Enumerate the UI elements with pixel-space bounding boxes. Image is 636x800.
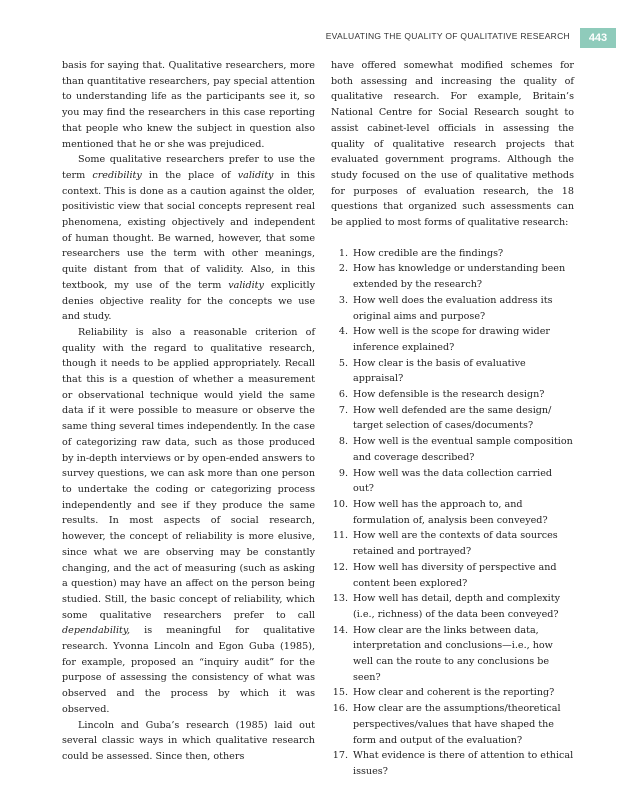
list-item-number: 9.	[338, 467, 348, 479]
list-item-number: 15.	[332, 687, 348, 699]
list-item-number: 7.	[338, 404, 348, 416]
list-item	[331, 403, 574, 434]
list-item	[331, 623, 574, 686]
list-item	[331, 466, 574, 497]
running-head	[0, 28, 636, 50]
list-item	[331, 324, 574, 355]
list-item-text: How well has detail, depth and complexity (i.e., richness) of the data been conveyed?	[353, 593, 561, 620]
term-validity: validity	[237, 169, 274, 181]
running-title: EVALUATING THE QUALITY OF QUALITATIVE RESEARCH	[325, 31, 570, 41]
list-item	[331, 701, 574, 748]
list-item-number: 16.	[332, 703, 348, 715]
paragraph-text: Reliability is also a reasonable criterion of quality with the regard to qualitative research, though it needs to be applied appropriately. Recall that this is a question of whether a measurement or observational technique would yield the same data if it were possible to measure or observe the same thing several times independently. In the case of categorizing raw data, such as those produced by in-depth interviews or by open-ended answers to survey questions, we can ask more than one person to undertake the coding or categorizing process independently and see if they produce the same results. In most aspects of social research, however, the concept of reliability is more elusive, since what we are observing may be constantly changing, and the act of measuring (such as asking a question) may have an affect on the person being studied. Still, the basic concept of reliability, which some qualitative researchers prefer to call	[62, 326, 315, 621]
list-item-text: How clear and coherent is the reporting?	[353, 687, 555, 699]
list-item-text: How clear are the links between data, interpretation and conclusions—i.e., how well can the route to any conclusions be seen?	[353, 624, 553, 683]
list-item-number: 13.	[332, 593, 348, 605]
list-item-number: 14.	[332, 624, 348, 636]
list-item	[331, 261, 574, 292]
list-item-number: 12.	[332, 561, 348, 573]
list-item	[331, 591, 574, 622]
paragraph-text: in this context. This is done as a caution against the older, positivistic view that social concepts represent real phenomena, existing objectively and independent of human thought. Be warned, however, that some researchers use the term with other meanings, quite distant from that of validity. Also, in this textbook, my use of the term	[62, 169, 315, 291]
paragraph-text: explicitly denies objective reality for the concepts we use and study.	[62, 279, 315, 323]
paragraph	[62, 718, 315, 765]
paragraph	[62, 152, 315, 325]
list-item	[331, 685, 574, 701]
list-item-text: How credible are the findings?	[353, 247, 504, 259]
list-item-text: How clear is the basis of evaluative appraisal?	[353, 357, 526, 385]
paragraph	[62, 58, 315, 152]
paragraph	[62, 325, 315, 718]
paragraph-text: basis for saying that. Qualitative researchers, more than quantitative researchers, pay special attention to understanding life as the participants see it, so you may find the researchers in this case reporting that people who knew the subject in question also mentioned that he or she was prejudiced.	[62, 60, 315, 150]
left-column	[62, 58, 315, 765]
list-item	[331, 356, 574, 387]
list-item-number: 17.	[332, 750, 348, 762]
term-dependability: dependability,	[62, 625, 131, 637]
list-item-number: 1.	[338, 247, 348, 259]
page-number: 443	[580, 28, 616, 48]
list-item-text: How well is the scope for drawing wider inference explained?	[353, 326, 550, 353]
list-item-number: 2.	[338, 263, 348, 275]
list-item-number: 11.	[332, 530, 348, 542]
list-item	[331, 387, 574, 403]
paragraph-text: Lincoln and Guba’s research (1985) laid out several classic ways in which qualitative research could be assessed. Since then, others	[62, 719, 315, 762]
list-item-number: 8.	[338, 436, 348, 448]
paragraph-text: Some qualitative researchers prefer to use the term	[62, 154, 315, 181]
paragraph-text: in the place of	[141, 169, 238, 181]
term-validity: validity	[228, 279, 264, 291]
list-item	[331, 748, 574, 779]
list-item-text: How has knowledge or understanding been extended by the research?	[353, 263, 566, 291]
list-item-text: What evidence is there of attention to ethical issues?	[353, 750, 574, 777]
list-item-text: How well defended are the same design/ target selection of cases/documents?	[353, 404, 552, 432]
list-item-text: How defensible is the research design?	[353, 389, 545, 401]
list-item-number: 6.	[338, 389, 348, 401]
list-item	[331, 293, 574, 324]
paragraph-text: have offered somewhat modified schemes for both assessing and increasing the quality of qualitative research. For example, Britain’s National Centre for Social Research sought to assist cabinet-level officials in assessing the quality of qualitative research projects that evaluated government programs. Although the study focused on the use of qualitative methods for purposes of evaluation research, the 18 questions that organized such assessments can be applied to most forms of qualitative research:	[331, 60, 574, 229]
list-item-number: 3.	[338, 294, 348, 306]
list-item	[331, 246, 574, 262]
list-item-text: How clear are the assumptions/theoretical perspectives/values that have shaped the form and output of the evaluation?	[353, 703, 561, 746]
list-item-number: 4.	[338, 326, 348, 338]
list-item-text: How well has the approach to, and formulation of, analysis been conveyed?	[353, 498, 548, 526]
paragraph	[331, 58, 574, 231]
list-item-text: How well was the data collection carried out?	[353, 467, 553, 495]
paragraph-text: is meaningful for qualitative research. Yvonna Lincoln and Egon Guba (1985), for example, proposed an “inquiry audit” for the purpose of assessing the consistency of what was observed and the process by which it was observed.	[62, 625, 315, 715]
list-item-text: How well is the eventual sample composition and coverage described?	[353, 436, 573, 463]
list-item-number: 5.	[338, 357, 348, 369]
list-item-text: How well are the contexts of data sources retained and portrayed?	[353, 530, 558, 558]
list-item	[331, 528, 574, 559]
right-column	[331, 58, 574, 780]
evaluation-questions-list	[331, 246, 574, 780]
list-item-number: 10.	[332, 498, 348, 510]
list-item	[331, 497, 574, 528]
list-item	[331, 434, 574, 465]
term-credibility: credibility	[92, 169, 142, 181]
list-item-text: How well has diversity of perspective and content been explored?	[353, 561, 557, 589]
list-item-text: How well does the evaluation address its original aims and purpose?	[353, 294, 553, 322]
list-item	[331, 560, 574, 591]
